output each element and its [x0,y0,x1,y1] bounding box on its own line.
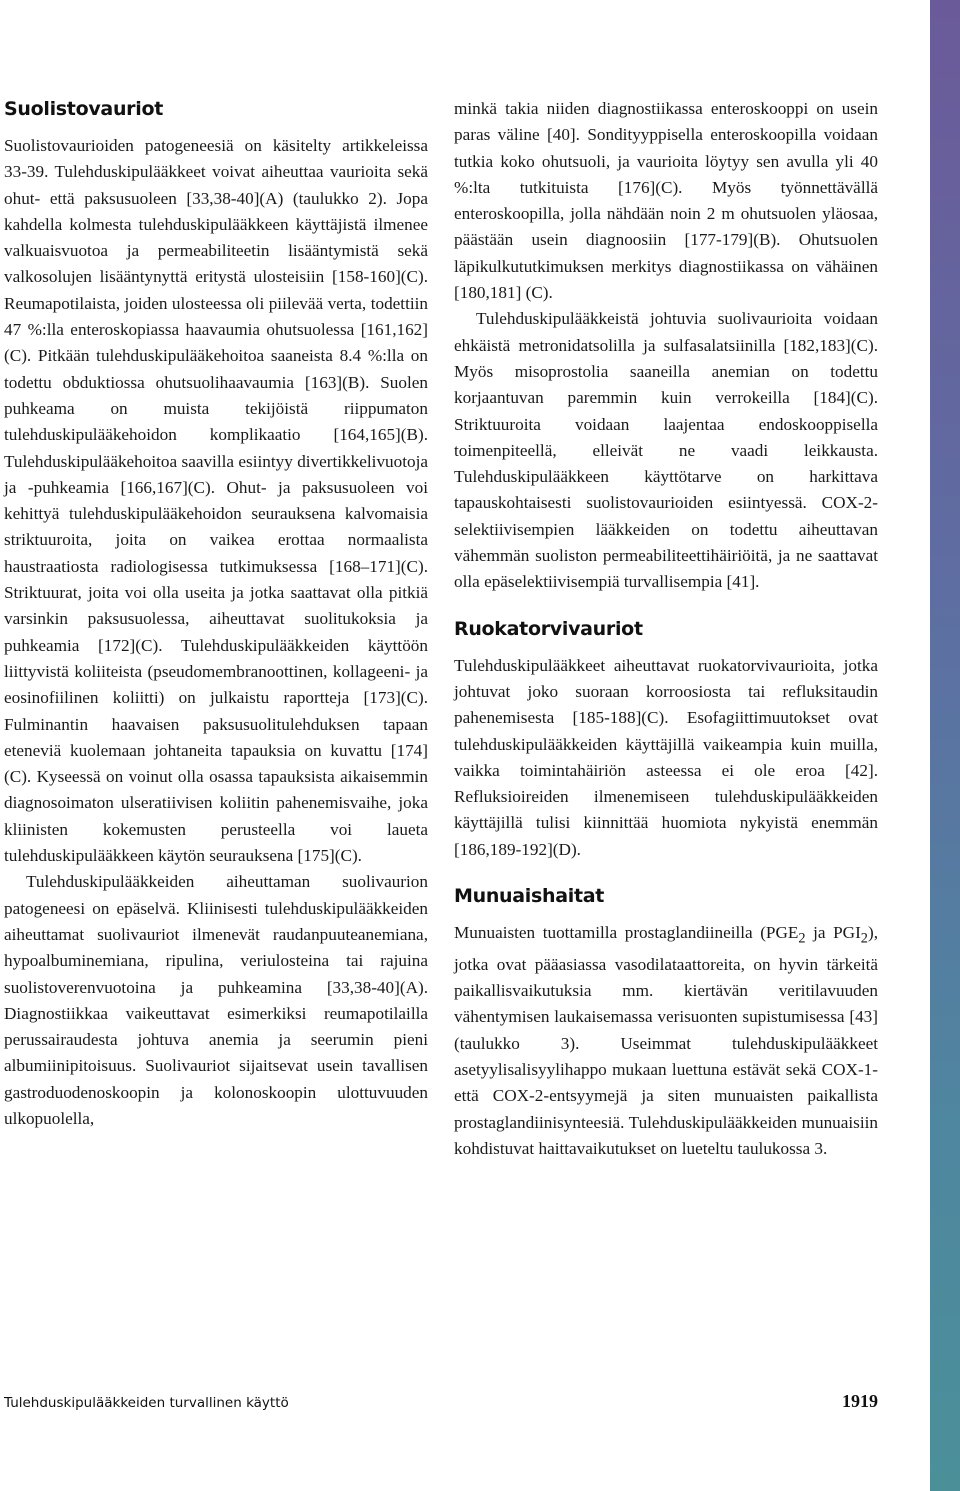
footer-title: Tulehduskipulääkkeiden turvallinen käyttö [4,1395,289,1411]
subscript: 2 [860,930,868,947]
paragraph: Tulehduskipulääkkeistä johtuvia suolivaurioita voidaan ehkäistä metronidatsolilla ja sulfasalatsiinilla [182,183](C). Myös misoprostolia saaneilla anemian on todettu korjaantuvan paremmin kuin verrokeilla [184](C). Striktuuroita voidaan laajentaa endoskooppisella toimenpiteellä, elleivät ne vaadi leikkausta. Tulehduskipulääkkeen käyttötarve on harkittava tapauskohtaisesti suolistovaurioiden esiintyessä. COX-2-selektiivisempien lääkkeiden on todettu aiheuttavan vähemmän suoliston permeabiliteettihäiriöitä, ja ne saattavat olla epäselektiivisempiä turvallisempia [41]. [454,309,878,592]
left-column [4,96,428,1132]
right-column [454,96,878,1162]
paragraph: Tulehduskipulääkkeiden aiheuttaman suolivaurion patogeneesi on epäselvä. Kliinisesti tulehduskipulääkkeiden aiheuttamat suolivauriot ilmenevät raudanpuuteanemiana, hypoalbuminemiana, ripulina, veriulosteina tai rajuina suolistoverenvuotoina ja puhkeamina [33,38-40](A). Diagnostiikkaa vaikeuttavat esimerkiksi reumapotilailla perussairaudesta johtuva anemia ja seerumin pieni albumiinipitoisuus. Suolivauriot sijaitsevat usein tavallisen gastroduodenoskoopin ja kolonoskoopin ulottuvuuden ulkopuolella, [4,872,428,1128]
paragraph-text: ), jotka ovat pääasiassa vasodilataattoreita, on hyvin tärkeitä paikallisvaikutuksia mm. kiertävän veritilavuuden vähentymisen laukaisemassa verisuonten supistumisessa [43] (taulukko 3). Useimmat tulehduskipulääkkeet asetyylisalisyylihappo mukaan luettuna estävät sekä COX-1- että COX-2-entsyymejä ja siten munuaisten paikallista prostaglandiinisynteesiä. Tulehduskipulääkkeiden munuaisiin kohdistuvat haittavaikutukset on lueteltu taulukossa 3. [454,923,878,1158]
paragraph [454,920,878,1162]
page-number: 1919 [842,1391,878,1411]
paragraph-text: Munuaisten tuottamilla prostaglandiineilla (PGE [454,923,799,943]
subscript: 2 [798,930,806,947]
paragraph: Suolistovaurioiden patogeneesiä on käsitelty artikkeleissa 33-39. Tulehduskipulääkkeet voivat aiheuttaa vaurioita sekä ohut- että paksusuoleen [33,38-40](A) (taulukko 2). Jopa kahdella kolmesta tulehduskipulääkkeen käyttäjistä ilmenee valkuaisvuotoa ja permeabiliteetin lisääntymistä sekä valkosolujen lisääntynyttä eritystä ulosteisiin [158-160](C). Reumapotilaista, joiden ulosteessa oli piilevää verta, todettiin 47 %:lla enteroskopiassa haavaumia ohutsuolessa [161,162](C). Pitkään tulehduskipulääkehoitoa saaneista 8.4 %:lla on todettu obduktiossa ohutsuolihaavaumia [163](B). Suolen puhkeama on muista tekijöistä riippumaton tulehduskipulääkehoidon komplikaatio [164,165](B). Tulehduskipulääkehoitoa saavilla esiintyy divertikkelivuotoja ja -puhkeamia [166,167](C). Ohut- ja paksusuoleen voi kehittyä tulehduskipulääkehoidon seurauksena kalvomaisia striktuuroita, joita on vaikea erottaa normaalista haustraatiosta radiologisessa tutkimuksessa [168–171](C). Striktuurat, joita voi olla useita ja jotka saattavat olla pitkiä varsinkin paksusuolessa, aiheuttavat suolitukoksia ja puhkeamia [172](C). Tulehduskipulääkkeiden käyttöön liittyvistä koliiteista (pseudomembranoottinen, kollageeni- ja eosinofiilinen koliitti) on julkaistu raportteja [173](C). Fulminantin haavaisen paksusuolitulehduksen tapaan eteneviä kuolemaan johtaneita tapauksia on kuvattu [174](C). Kyseessä on voinut olla osassa tapauksista aikaisemmin diagnosoimaton ulseratiivisen koliitin pahenemisvaihe, joka kliinisten kokemusten perusteella voi laueta tulehduskipulääkkeen käytön seurauksena [175](C). [4,136,428,866]
section-heading-ruokatorvivauriot: Ruokatorvivauriot [454,617,643,640]
section-heading-munuaishaitat: Munuaishaitat [454,885,605,908]
paragraph-text: ja PGI [805,923,861,943]
side-color-bar [930,0,960,1491]
section-heading-suolistovauriot: Suolistovauriot [4,98,163,120]
paragraph: Tulehduskipulääkkeet aiheuttavat ruokatorvivaurioita, jotka johtuvat joko suoraan korroosiosta tai refluksitaudin pahenemisesta [185-188](C). Esofagiittimuutokset ovat tulehduskipulääkkeiden käyttäjillä vaikeampia kuin muilla, vaikka toimintahäiriön asteessa ei ole eroa [42]. Refluksioireiden ilmenemiseen tulehduskipulääkkeiden käyttäjillä tulisi kiinnittää huomiota nykyistä enemmän [186,189-192](D). [454,655,878,859]
paragraph: minkä takia niiden diagnostiikassa enteroskooppi on usein paras väline [40]. Sondityyppisella enteroskoopilla voidaan tutkia koko ohutsuoli, ja vaurioita löytyy sen avulla yli 40 %:lta tutkituista [176](C). Myös työnnettävällä enteroskoopilla, jolla nähdään noin 2 m ohutsuolen yläosaa, päästään usein diagnoosiin [177-179](B). Ohutsuolen läpikulkututkimuksen merkitys diagnostiikassa on vähäinen [180,181] (C). [454,99,878,303]
